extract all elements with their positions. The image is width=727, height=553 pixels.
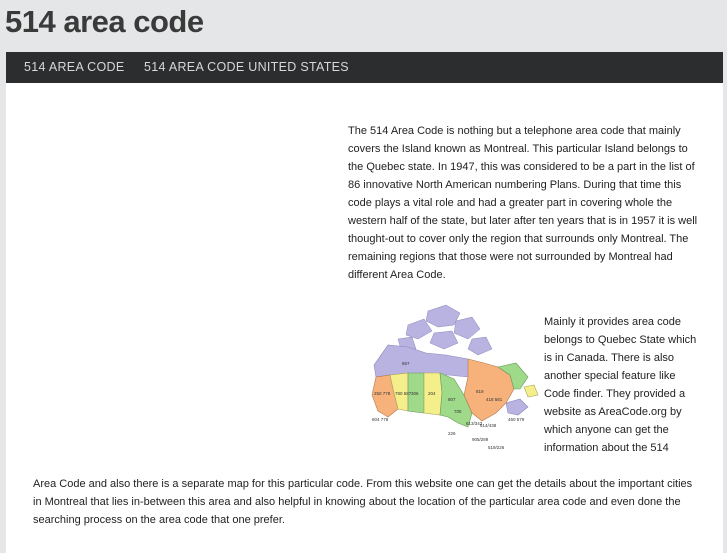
map-label: 905/289 [472,437,489,442]
map-label: 250 778 [374,391,391,396]
map-label: 418 581 [486,397,503,402]
site-title[interactable]: 514 area code [5,4,204,39]
map-label: 819 [476,389,484,394]
article-content [6,83,723,553]
nav-item-514-area-code-united-states[interactable]: 514 AREA CODE UNITED STATES [144,60,349,74]
map-label: 867 [402,361,410,366]
map-label: 450 579 [508,417,525,422]
article-paragraph-intro: The 514 Area Code is nothing but a telephone area code that mainly covers the Island known as Montreal. This particular Island belongs to the Quebec state. In 1947, this was considered to be a part in the list of 86 innovative North American numbering Plans. During that time this code plays a vital role and had a greater part in covering whole the western half of the state, but later after ten years that is in 1957 it is well thought-out to cover only the region that surrounds only Montreal. The remaining regions that those were not surrounded by Montreal had different Area Code. [348,125,698,281]
map-label: 514/438 [480,423,497,428]
map-label: 705 [454,409,462,414]
nav-item-514-area-code[interactable]: 514 AREA CODE [24,60,125,74]
main-nav [6,52,723,83]
article-paragraph-rest: Area Code and also there is a separate map for this particular code. From this website one can get the details about the important cities in Montreal that lies in-between this area and also helpful in knowing about the location of the particular area code and even done the searching process on the area code that one prefer. [33,478,693,526]
map-label: 613/343 [466,421,483,426]
map-label: 226 [448,431,456,436]
map-label: 204 [428,391,436,396]
map-label: 604 778 [372,417,389,422]
map-label: 519/226 [488,445,505,450]
map-label: 807 [448,397,456,402]
article-paragraph-wrap: Mainly it provides area code belongs to Quebec State which is in Canada. There is also another special feature like Code finder. They provided a website as AreaCode.org by which anyone can get the information about the 514 [544,316,697,454]
canada-area-code-map [368,303,540,461]
map-label: 780 587 [395,391,412,396]
map-label: 306 [411,391,419,396]
